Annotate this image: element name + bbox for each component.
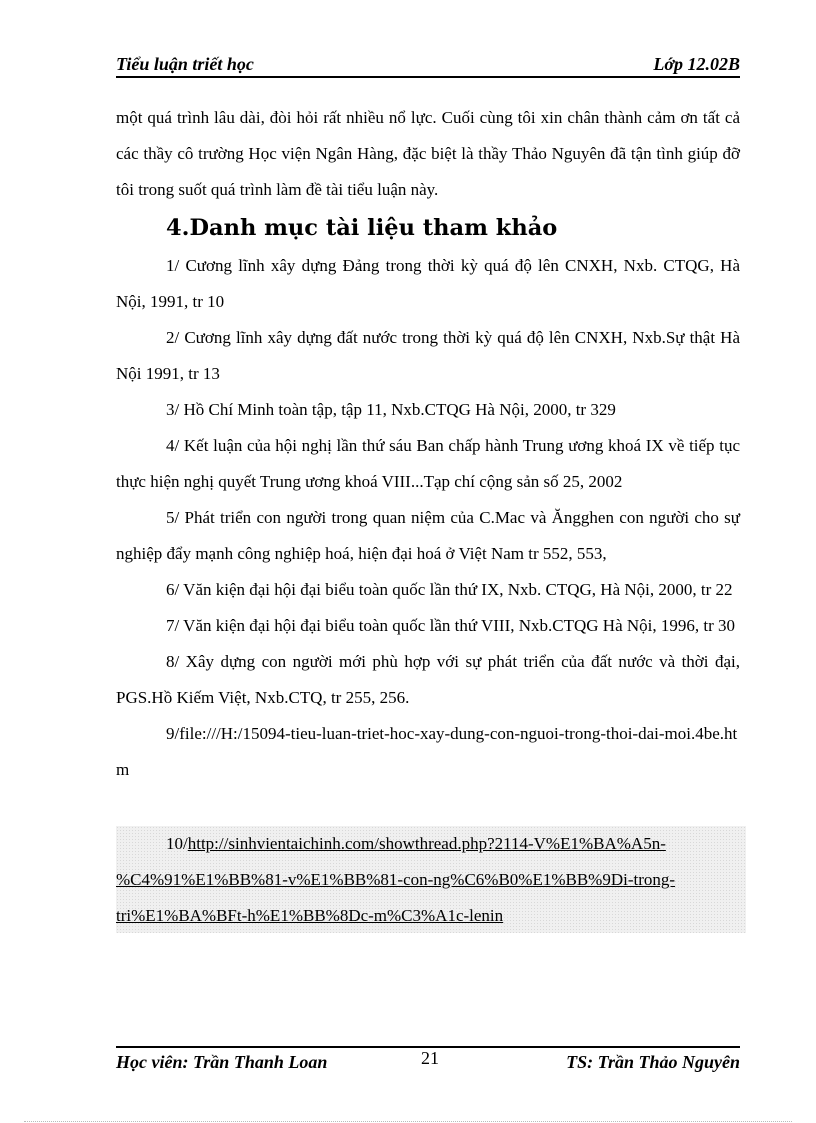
reference-item-5: 5/ Phát triển con người trong quan niệm của C.Mac và Ăngghen con người cho sự nghiệp đẩy mạnh công nghiệp hoá, hiện đại hoá ở Việt Nam tr 552, 553, xyxy=(116,508,740,563)
page-number: 21 xyxy=(421,1048,439,1068)
header-class-label: Lớp 12.02B xyxy=(653,54,740,74)
reference-item-7: 7/ Văn kiện đại hội đại biểu toàn quốc lần thứ VIII, Nxb.CTQG Hà Nội, 1996, tr 30 xyxy=(166,616,736,635)
footer-instructor-name: TS: Trần Thảo Nguyên xyxy=(566,1052,740,1072)
section-heading: 4.Danh mục tài liệu tham khảo xyxy=(166,215,558,241)
reference-item-3: 3/ Hồ Chí Minh toàn tập, tập 11, Nxb.CTQG Hà Nội, 2000, tr 329 xyxy=(166,400,616,419)
document-body xyxy=(116,100,740,788)
reference-10-link-line-1[interactable]: http://sinhvientaichinh.com/showthread.php?2114-V%E1%BA%A5n- xyxy=(187,834,666,853)
header-course-title: Tiểu luận triết học xyxy=(116,54,254,74)
reference-10-link-line-2[interactable]: %C4%91%E1%BB%81-v%E1%BB%81-con-ng%C6%B0%E1%BB%9Di-trong- xyxy=(116,870,676,889)
reference-item-8: 8/ Xây dựng con người mới phù hợp với sự phát triển của đất nước và thời đại, PGS.Hồ Kiếm Việt, Nxb.CTQ, tr 255, 256. xyxy=(116,652,740,707)
reference-item-1: 1/ Cương lĩnh xây dựng Đảng trong thời kỳ quá độ lên CNXH, Nxb. CTQG, Hà Nội, 1991, tr 10 xyxy=(116,256,740,311)
page-footer xyxy=(116,1046,740,1072)
footer-student-name: Học viên: Trần Thanh Loan xyxy=(116,1052,328,1072)
reference-10-prefix: 10/ xyxy=(166,834,188,853)
reference-10-link-line-3[interactable]: tri%E1%BA%BFt-h%E1%BB%8Dc-m%C3%A1c-lenin xyxy=(116,906,504,925)
reference-item-4: 4/ Kết luận của hội nghị lần thứ sáu Ban chấp hành Trung ương khoá IX về tiếp tục thực hiện nghị quyết Trung ương khoá VIII...Tạp chí cộng sản số 25, 2002 xyxy=(116,436,740,491)
intro-paragraph: một quá trình lâu dài, đòi hỏi rất nhiều nổ lực. Cuối cùng tôi xin chân thành cảm ơn tất cả các thầy cô trường Học viện Ngân Hàng, đặc biệt là thầy Thảo Nguyên đã tận tình giúp đỡ tôi trong suốt quá trình làm đề tài tiểu luận này. xyxy=(116,108,740,199)
reference-item-6: 6/ Văn kiện đại hội đại biểu toàn quốc lần thứ IX, Nxb. CTQG, Hà Nội, 2000, tr 22 xyxy=(166,580,733,599)
page-bottom-divider xyxy=(24,1121,792,1122)
reference-item-2: 2/ Cương lĩnh xây dựng đất nước trong thời kỳ quá độ lên CNXH, Nxb.Sự thật Hà Nội 1991, tr 13 xyxy=(116,328,740,383)
reference-item-10 xyxy=(116,826,746,933)
page-header xyxy=(116,54,740,78)
reference-item-9: 9/file:///H:/15094-tieu-luan-triet-hoc-xay-dung-con-nguoi-trong-thoi-dai-moi.4be.htm xyxy=(116,724,738,779)
